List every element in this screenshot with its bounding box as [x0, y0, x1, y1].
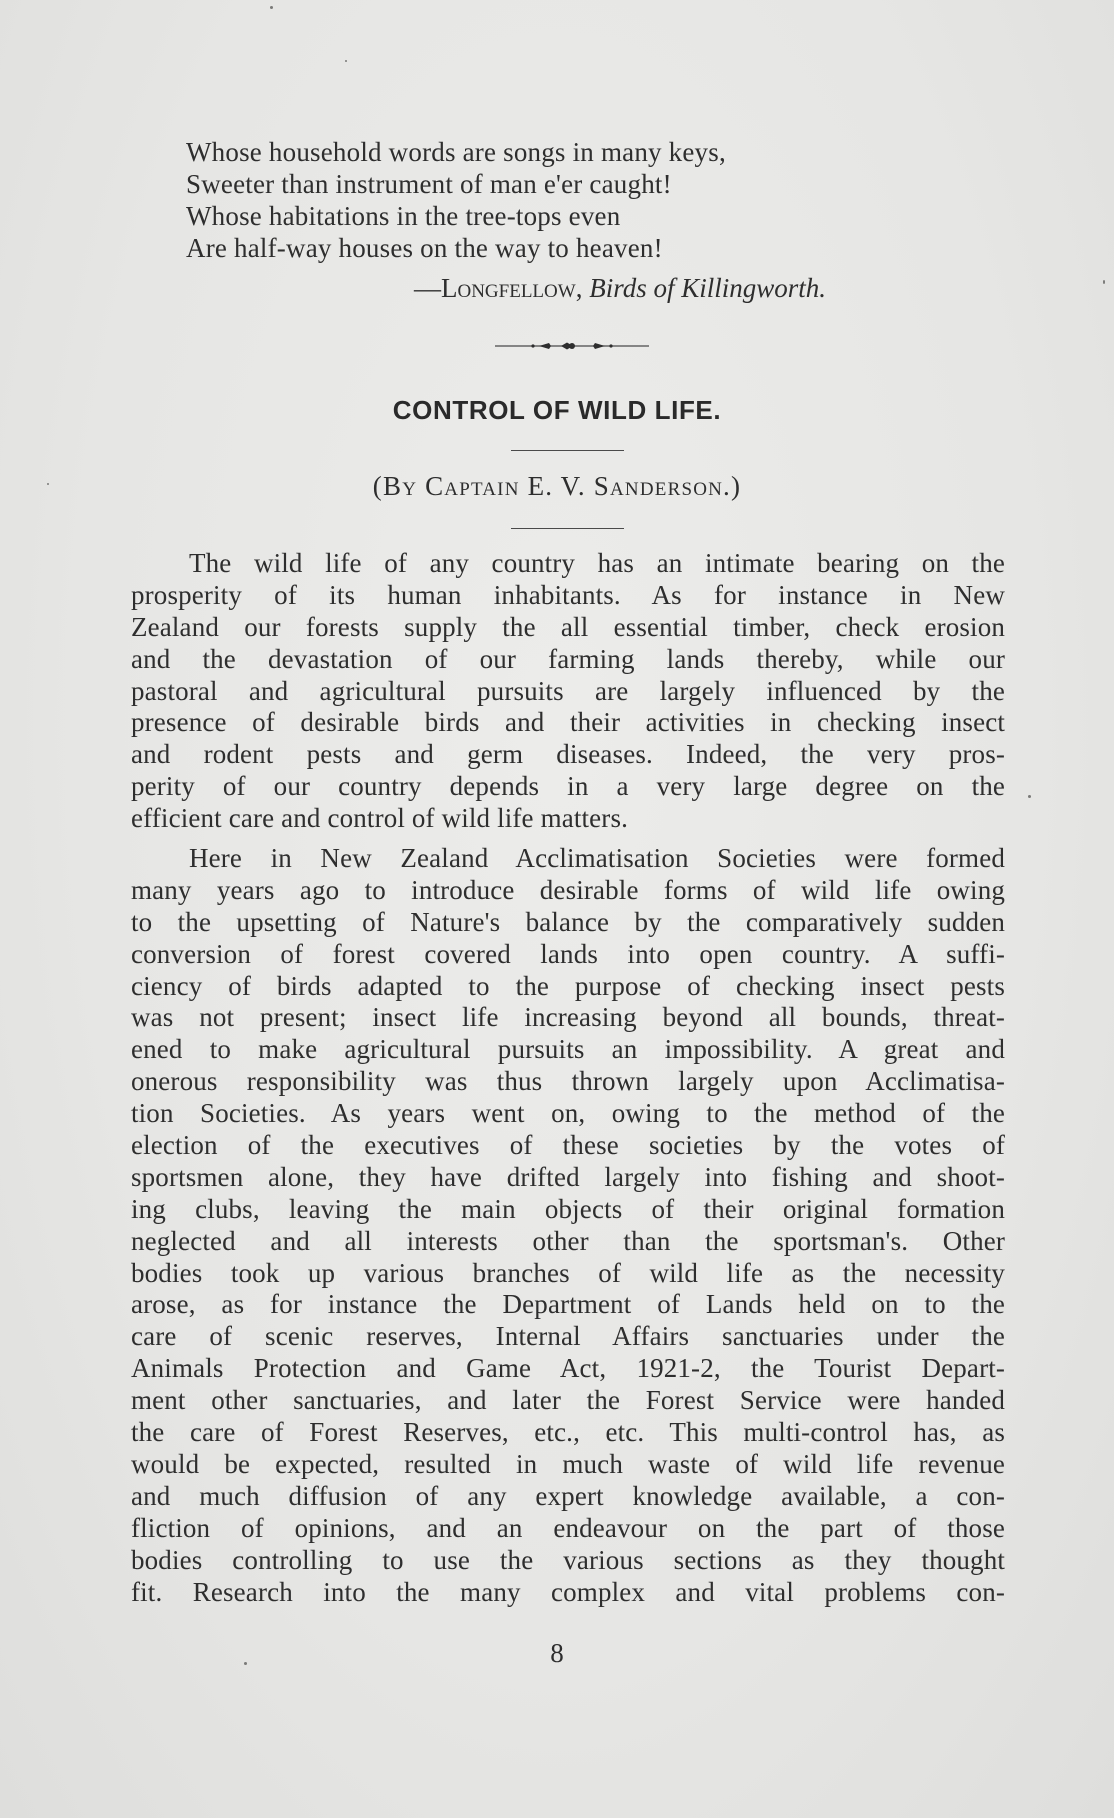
paper-speck — [345, 60, 347, 62]
paragraph-line: was not present; insect life increasing beyond all bounds, threat- — [131, 1002, 1005, 1033]
article-body — [131, 548, 1005, 1608]
attribution-work: Birds of Killingworth. — [589, 273, 826, 303]
poem-line: Whose habitations in the tree-tops even — [186, 201, 621, 231]
paragraph-line: and the devastation of our farming lands thereby, while our — [131, 643, 1005, 674]
paragraph-line: perity of our country depends in a very large degree on the — [131, 771, 1005, 802]
ornament-divider — [495, 336, 649, 356]
paragraph-line: onerous responsibility was thus thrown largely upon Acclimatisa- — [131, 1066, 1005, 1097]
page-number: 8 — [550, 1638, 564, 1668]
paper-speck — [47, 483, 49, 485]
article-byline: (By Captain E. V. Sanderson.) — [372, 471, 742, 501]
paragraph-line: fit. Research into the many complex and vital problems con- — [131, 1576, 1005, 1607]
attribution-author: —Longfellow, — [414, 273, 583, 303]
paragraph-line: ing clubs, leaving the main objects of their original formation — [131, 1193, 1005, 1224]
paragraph-line: The wild life of any country has an intimate bearing on the — [189, 548, 1005, 578]
paragraph-line: efficient care and control of wild life matters. — [131, 803, 628, 834]
paragraph-line: fliction of opinions, and an endeavour on the part of those — [131, 1512, 1005, 1543]
paragraph-line: many years ago to introduce desirable forms of wild life owing — [131, 874, 1005, 905]
paragraph-line: bodies controlling to use the various sections as they thought — [131, 1544, 1005, 1575]
paragraph-line: bodies took up various branches of wild life as the necessity — [131, 1257, 1005, 1288]
paragraph-line: care of scenic reserves, Internal Affairs sanctuaries under the — [131, 1321, 1005, 1352]
paragraph-line: ened to make agricultural pursuits an impossibility. A great and — [131, 1034, 1005, 1065]
poem-line: Sweeter than instrument of man e'er caught! — [186, 169, 672, 199]
poem-line: Are half-way houses on the way to heaven! — [186, 233, 663, 263]
paragraph-line: conversion of forest covered lands into open country. A suffi- — [131, 938, 1005, 969]
title-rule — [511, 450, 624, 451]
paragraph-line: presence of desirable birds and their activities in checking insect — [131, 707, 1005, 738]
paragraph-line: ment other sanctuaries, and later the Forest Service were handed — [131, 1385, 1005, 1416]
paragraph-line: sportsmen alone, they have drifted largely into fishing and shoot- — [131, 1161, 1005, 1192]
paper-speck — [1028, 795, 1031, 798]
poem-stanza — [186, 136, 946, 264]
paragraph-line: pastoral and agricultural pursuits are largely influenced by the — [131, 675, 1005, 706]
paragraph-line: and rodent pests and germ diseases. Indeed, the very pros- — [131, 739, 1005, 770]
paragraph-gap — [131, 835, 1005, 843]
paragraph-line: would be expected, resulted in much waste of wild life revenue — [131, 1448, 1005, 1479]
poem-line: Whose household words are songs in many keys, — [186, 137, 726, 167]
paragraph-line: to the upsetting of Nature's balance by the comparatively sudden — [131, 906, 1005, 937]
article-title: CONTROL OF WILD LIFE. — [392, 395, 722, 425]
paragraph-line: Animals Protection and Game Act, 1921-2, the Tourist Depart- — [131, 1353, 1005, 1384]
paragraph-line: Here in New Zealand Acclimatisation Societies were formed — [189, 843, 1005, 874]
paragraph-line: tion Societies. As years went on, owing to the method of the — [131, 1098, 1005, 1129]
paper-speck — [1103, 280, 1105, 284]
paragraph-line: Zealand our forests supply the all essential timber, check erosion — [131, 611, 1005, 642]
paragraph-line: the care of Forest Reserves, etc., etc. This multi-control has, as — [131, 1417, 1005, 1448]
paragraph-line: arose, as for instance the Department of Lands held on to the — [131, 1289, 1005, 1320]
paper-speck — [270, 6, 273, 9]
paragraph-line: ciency of birds adapted to the purpose of checking insect pests — [131, 970, 1005, 1001]
paragraph-line: prosperity of its human inhabitants. As for instance in New — [131, 579, 1005, 610]
paragraph-line: and much diffusion of any expert knowledge available, a con- — [131, 1480, 1005, 1511]
paragraph-line: election of the executives of these societies by the votes of — [131, 1130, 1005, 1161]
poem-attribution — [414, 272, 826, 304]
paragraph-line: neglected and all interests other than the sportsman's. Other — [131, 1225, 1005, 1256]
byline-rule — [511, 528, 624, 529]
paper-speck — [244, 1662, 247, 1665]
